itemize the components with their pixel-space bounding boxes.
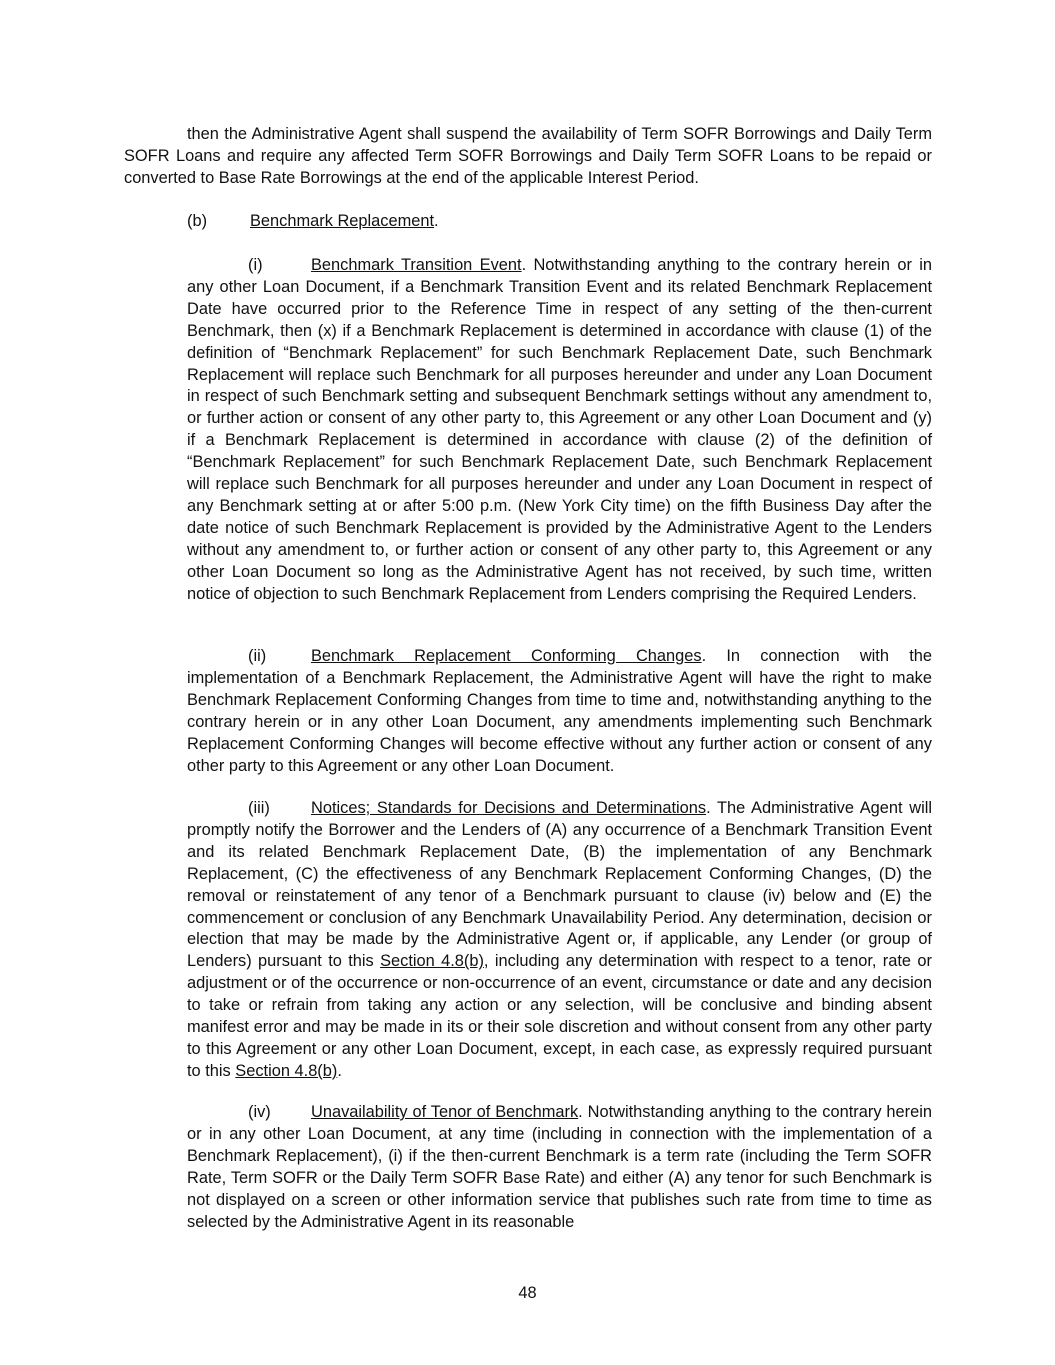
- subsection-ii-heading: Benchmark Replacement Conforming Changes: [311, 647, 702, 665]
- subsection-iii-heading: Notices; Standards for Decisions and Determinations: [311, 799, 707, 817]
- subsection-i-heading: Benchmark Transition Event: [311, 256, 522, 274]
- intro-paragraph: then the Administrative Agent shall suspend the availability of Term SOFR Borrowings and Daily Term SOFR Loans and require any affected Term SOFR Borrowings and Daily Term SOFR Loans to be repaid or converted to Base Rate Borrowings at the end of the applicable Interest Period.: [124, 125, 932, 187]
- subsection-iii-text-2: , including any determination with respect to a tenor, rate or adjustment or of the occurrence or non-occurrence of an event, circumstance or date and any decision to take or refrain from taking any action or any selection, will be conclusive and binding absent manifest error and may be made in its or their sole discretion and without consent from any other party to this Agreement or any other Loan Document, except, in each case, as expressly required pursuant to this: [187, 952, 932, 1080]
- subsection-i-number: (i): [248, 256, 263, 274]
- section-b-title: Benchmark Replacement: [250, 212, 435, 230]
- subsection-iv-text: . Notwithstanding anything to the contrary herein or in any other Loan Document, at any time (including in connection with the implementation of a Benchmark Replacement), (i) if the then-current Benchmark is a term rate (including the Term SOFR Rate, Term SOFR or the Daily Term SOFR Base Rate) and either (A) any tenor for such Benchmark is not displayed on a screen or other information service that publishes such rate from time to time as selected by the Administrative Agent in its reasonable: [187, 1103, 932, 1231]
- subsection-ii-number: (ii): [248, 647, 267, 665]
- subsection-i: [187, 255, 932, 606]
- subsection-i-text: . Notwithstanding anything to the contrary herein or in any other Loan Document, if a Benchmark Transition Event and its related Benchmark Replacement Date have occurred prior to the Reference Time in respect of any setting of the then-current Benchmark, then (x) if a Benchmark Replacement is determined in accordance with clause (1) of the definition of “Benchmark Replacement” for such Benchmark Replacement Date, such Benchmark Replacement will replace such Benchmark for all purposes hereunder and under any Loan Document in respect of such Benchmark setting and subsequent Benchmark settings without any amendment to, or further action or consent of any other party to, this Agreement or any other Loan Document and (y) if a Benchmark Replacement is determined in accordance with clause (2) of the definition of “Benchmark Replacement” for such Benchmark Replacement Date, such Benchmark Replacement will replace such Benchmark for all purposes hereunder and under any Loan Document in respect of any Benchmark setting at or after 5:00 p.m. (New York City time) on the fifth Business Day after the date notice of such Benchmark Replacement is provided by the Administrative Agent to the Lenders without any amendment to, or further action or consent of any other party to, this Agreement or any other Loan Document so long as the Administrative Agent has not received, by such time, written notice of objection to such Benchmark Replacement from Lenders comprising the Required Lenders.: [187, 256, 932, 603]
- section-b-title-end: .: [434, 212, 439, 230]
- section-b-heading: [187, 211, 932, 233]
- subsection-iii-text-3: .: [337, 1061, 342, 1080]
- section-reference-link: Section 4.8(b): [235, 1061, 338, 1080]
- page-number: 48: [518, 1284, 537, 1302]
- subsection-iv-number: (iv): [248, 1103, 271, 1121]
- subsection-iii: [187, 798, 932, 1083]
- subsection-iv: [187, 1102, 932, 1233]
- section-reference-link: Section 4.8(b): [380, 952, 484, 971]
- subsection-iii-text-1: . The Administrative Agent will promptly notify the Borrower and the Lenders of (A) any occurrence of a Benchmark Transition Event and its related Benchmark Replacement Date, (B) the implementation of any Benchmark Replacement, (C) the effectiveness of any Benchmark Replacement Conforming Changes, (D) the removal or reinstatement of any tenor of a Benchmark pursuant to clause (iv) below and (E) the commencement or conclusion of any Benchmark Unavailability Period. Any determination, decision or election that may be made by the Administrative Agent or, if applicable, any Lender (or group of Lenders) pursuant to this: [187, 799, 933, 971]
- subsection-ii-text: . In connection with the implementation of a Benchmark Replacement, the Administrative Agent will have the right to make Benchmark Replacement Conforming Changes from time to time and, notwithstanding anything to the contrary herein or in any other Loan Document, any amendments implementing such Benchmark Replacement Conforming Changes will become effective without any further action or consent of any other party to this Agreement or any other Loan Document.: [187, 647, 933, 775]
- section-b-number: (b): [187, 212, 208, 230]
- subsection-iv-heading: Unavailability of Tenor of Benchmark: [311, 1103, 579, 1121]
- subsection-ii: [187, 646, 932, 777]
- subsection-iii-number: (iii): [248, 799, 270, 817]
